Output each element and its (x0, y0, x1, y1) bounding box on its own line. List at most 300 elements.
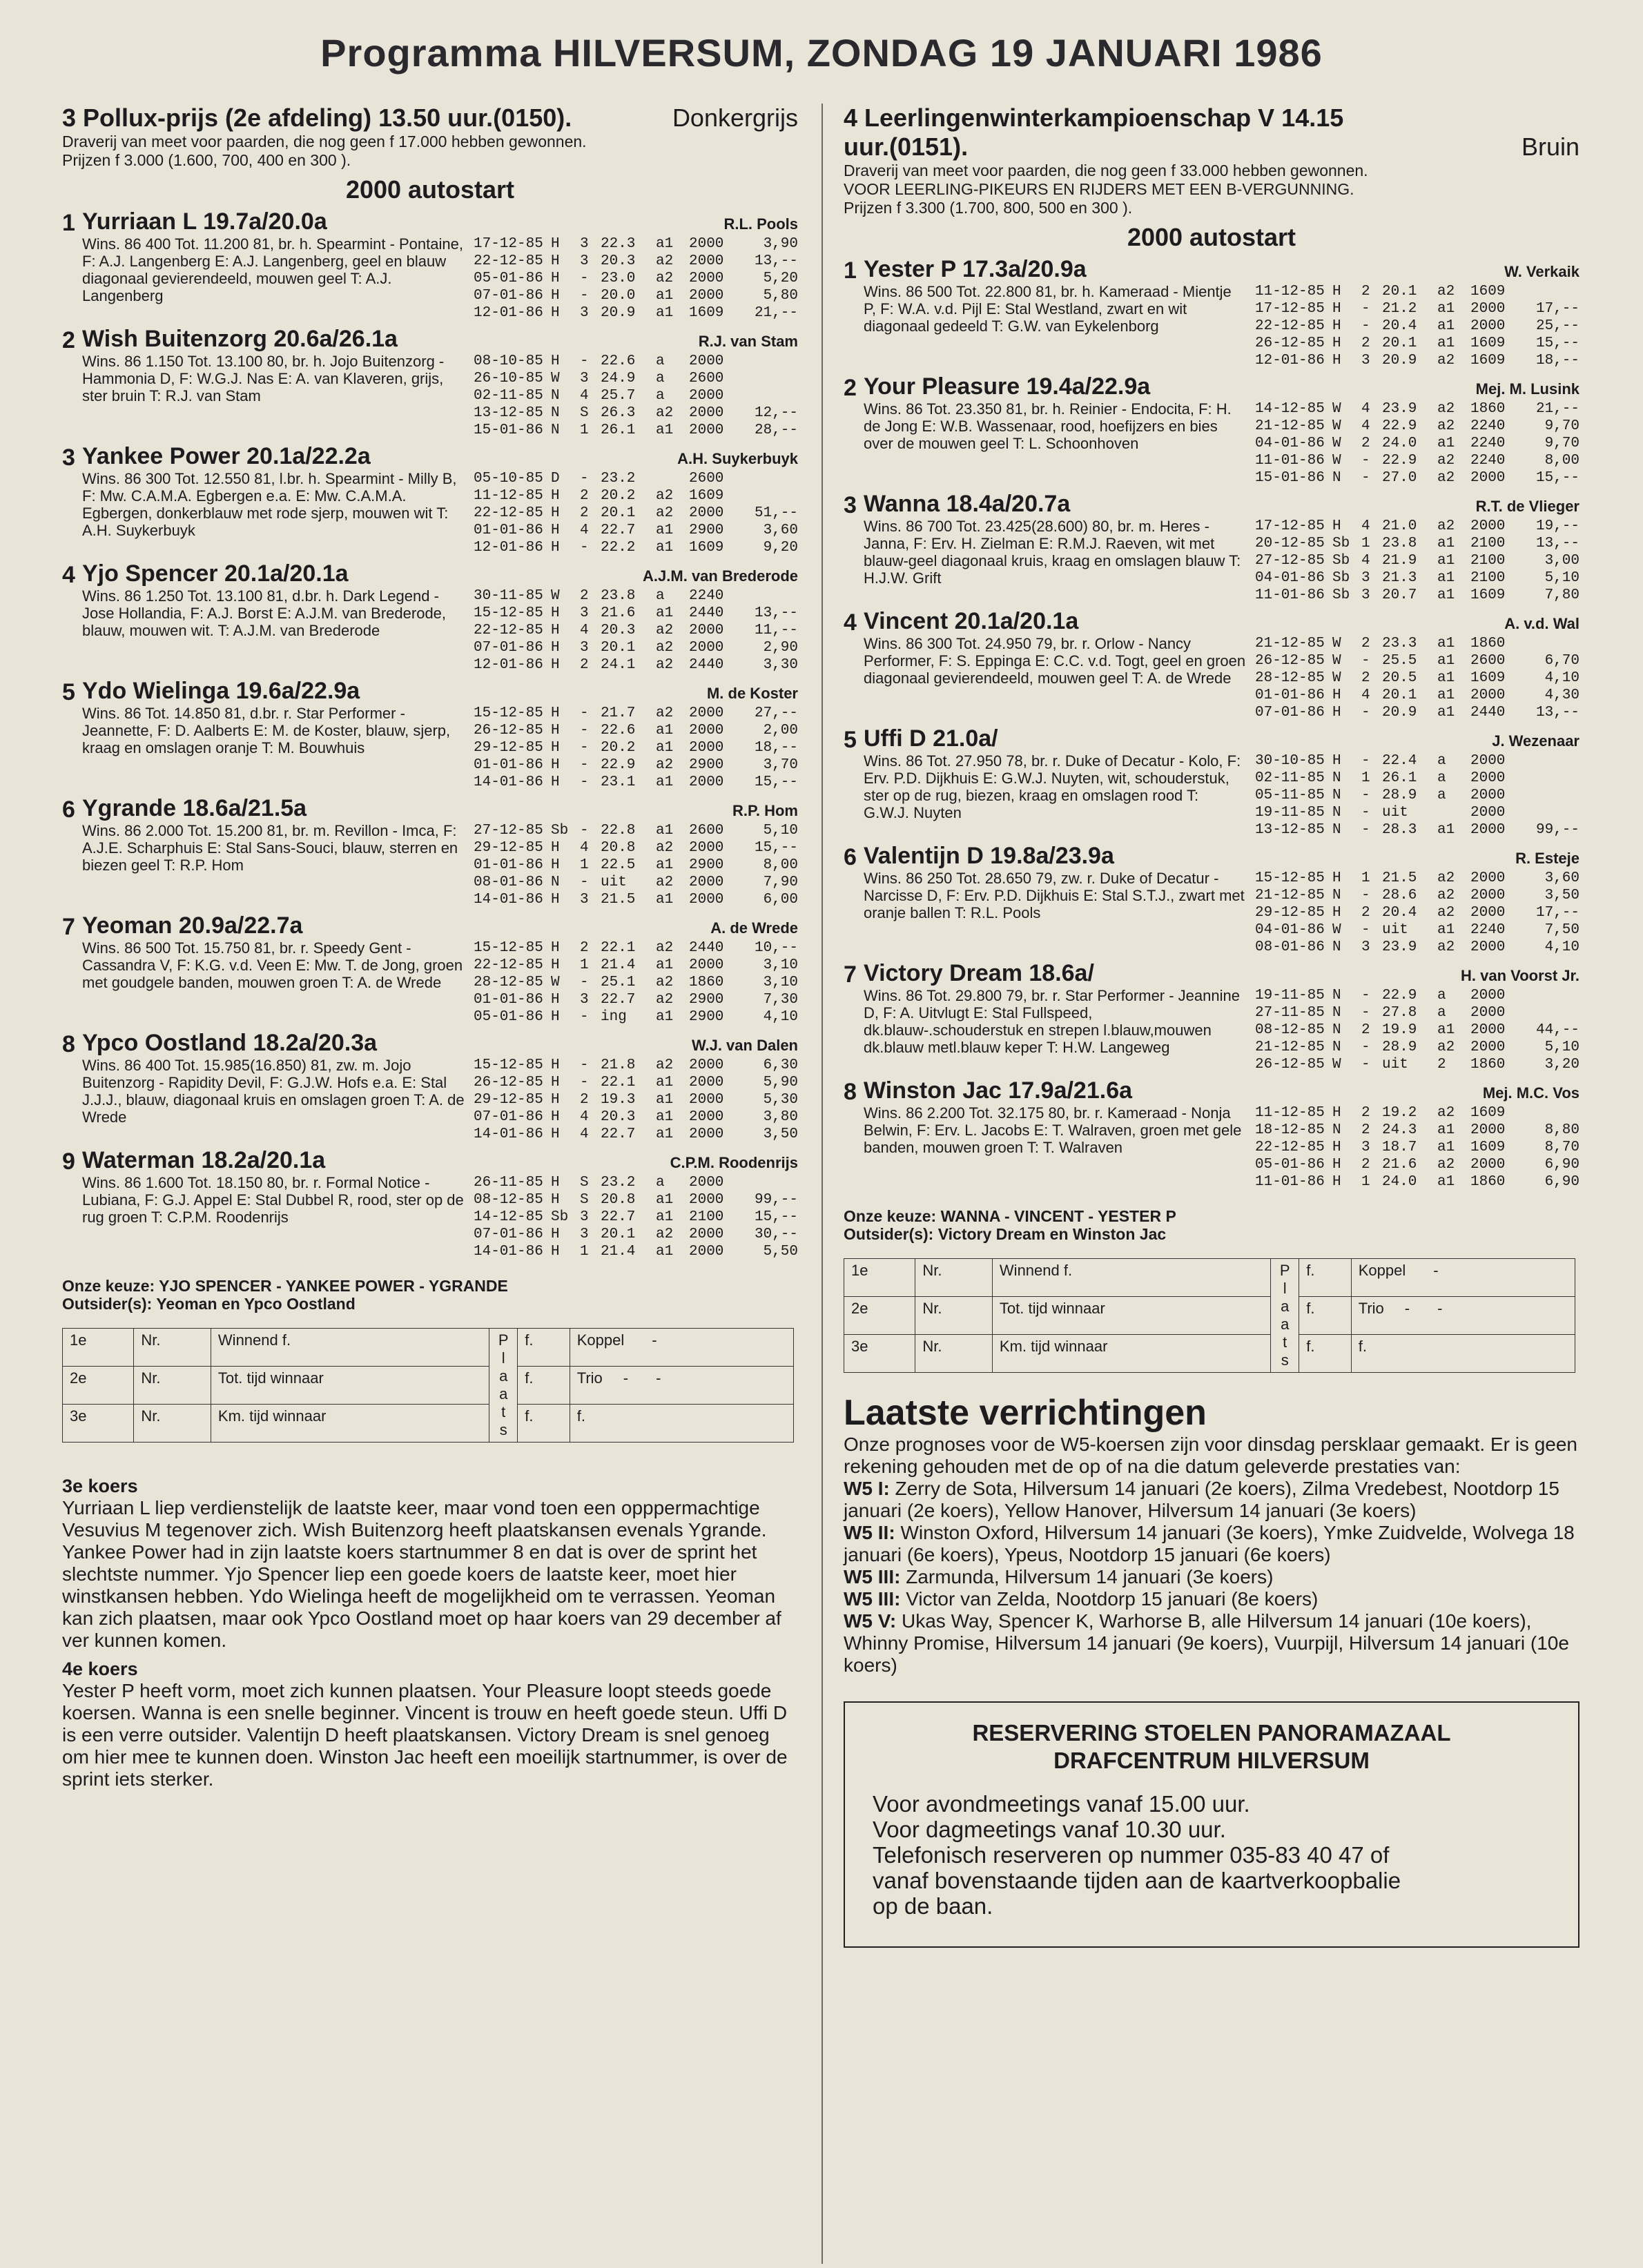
result-row (1255, 452, 1579, 469)
result-place: 2 (1361, 1157, 1370, 1173)
result-odds: 7,30 (763, 992, 798, 1008)
result-track: N (1332, 888, 1341, 903)
horse-results (1255, 283, 1579, 369)
laatste-item (844, 1566, 1579, 1588)
result-date: 28-12-85 (474, 975, 543, 990)
horse-details (864, 870, 1579, 956)
result-row (1255, 317, 1579, 335)
horse-header (82, 795, 798, 822)
result-start: a (656, 588, 665, 604)
result-start: a (656, 1175, 665, 1191)
result-track: H (1332, 1157, 1341, 1173)
result-track: W (1332, 418, 1341, 434)
result-time: 21.6 (601, 605, 636, 621)
result-track: N (551, 874, 560, 890)
result-distance: 2240 (1470, 436, 1506, 451)
result-row (474, 705, 798, 722)
horse-results (1255, 1104, 1579, 1191)
result-track: H (551, 605, 560, 621)
result-date: 17-12-85 (1255, 301, 1325, 317)
result-distance: 2000 (689, 623, 724, 638)
result-odds: 3,60 (763, 522, 798, 538)
horse-name: Yurriaan L 19.7a/20.0a (82, 208, 327, 235)
result-time: 20.0 (601, 288, 636, 304)
laatste-item-text: Zerry de Sota, Hilversum 14 januari (2e koers), Zilma Vredebest, Nootdorp 15 januari (2e koers), Yellow Hanover, Hilversum 14 januari (3e koers) (844, 1478, 1559, 1521)
result-date: 15-01-86 (1255, 470, 1325, 486)
result-row (474, 991, 798, 1008)
result-date: 13-12-85 (1255, 822, 1325, 838)
result-odds: 30,-- (754, 1226, 798, 1242)
result-track: W (551, 588, 560, 604)
result-row (474, 1008, 798, 1026)
result-time: 20.1 (1382, 284, 1417, 300)
horse-name: Waterman 18.2a/20.1a (82, 1147, 326, 1173)
race-4-title-2: uur.(0151). (844, 133, 969, 161)
race-3-condition-line: Draverij van meet voor paarden, die nog geen f 17.000 hebben gewonnen. (62, 133, 587, 150)
result-odds: 10,-- (754, 940, 798, 956)
result-date: 02-11-85 (474, 388, 543, 404)
result-start: a2 (656, 705, 674, 721)
result-time: 22.7 (601, 992, 636, 1008)
result-distance: 2000 (689, 388, 724, 404)
horse-name: Ypco Oostland 18.2a/20.3a (82, 1030, 378, 1056)
result-date: 26-12-85 (474, 1075, 543, 1091)
race-3-distance: 2000 autostart (345, 175, 515, 204)
result-distance: 1860 (1470, 1057, 1506, 1073)
result-time: 22.7 (601, 1126, 636, 1142)
result-date: 08-12-85 (474, 1192, 543, 1208)
result-odds: 3,10 (763, 975, 798, 990)
result-date: 21-12-85 (1255, 1039, 1325, 1055)
result-track: H (551, 253, 560, 269)
reservering-box (844, 1701, 1579, 1948)
result-start: a1 (1437, 436, 1455, 451)
horse-name: Yjo Spencer 20.1a/20.1a (82, 560, 349, 587)
horse-description: Wins. 86 Tot. 27.950 78, br. r. Duke of Decatur - Kolo, F: Erv. P.D. Dijkhuis E: G.W.J. Nuyten, wit, schouderstuk, ster op de rug, biezen, kraag en omslagen rood T: G.W.J. Nuyten (864, 752, 1241, 821)
result-start: a2 (656, 840, 674, 856)
result-date: 11-12-85 (1255, 284, 1325, 300)
result-odds: 15,-- (754, 774, 798, 790)
result-place: 4 (580, 388, 589, 404)
horse-number: 1 (62, 210, 75, 236)
horse-details (864, 752, 1579, 839)
result-time: 21.8 (601, 1057, 636, 1073)
result-place: - (580, 471, 589, 487)
result-time: 21.3 (1382, 570, 1417, 586)
horse-details (82, 1174, 798, 1260)
result-distance: 2000 (689, 874, 724, 890)
horse-header (82, 443, 798, 470)
result-row (474, 404, 798, 422)
result-start: a1 (656, 740, 674, 756)
result-row (474, 370, 798, 387)
result-odds: 28,-- (754, 422, 798, 438)
result-track: H (551, 236, 560, 252)
result-odds: 21,-- (1535, 401, 1579, 417)
result-row (474, 505, 798, 522)
result-distance: 2000 (1470, 939, 1506, 955)
result-time: uit (601, 874, 627, 890)
horse-description: Wins. 86 400 Tot. 15.985(16.850) 81, zw. m. Jojo Buitenzorg - Rapidity Devil, F: G.J.W. Hofs e.a. E: Stal J.J.J., blauw, diagonaal kruis en omslagen groen T: A. de Wrede (82, 1057, 465, 1126)
result-place: 2 (1361, 1122, 1370, 1138)
result-track: H (551, 957, 560, 973)
result-distance: 2000 (1470, 318, 1506, 334)
result-place: 3 (580, 253, 589, 269)
result-date: 26-11-85 (474, 1175, 543, 1191)
result-date: 05-11-85 (1255, 788, 1325, 803)
result-time: 19.3 (601, 1092, 636, 1108)
result-distance: 1609 (1470, 1105, 1506, 1121)
result-place: 3 (580, 605, 589, 621)
result-row (474, 1126, 798, 1143)
result-odds (1524, 804, 1579, 821)
horse-results (1255, 752, 1579, 839)
result-track: N (1332, 805, 1341, 821)
result-track: H (1332, 753, 1341, 769)
result-date: 05-01-86 (474, 271, 543, 286)
betting-row (63, 1329, 794, 1367)
result-track: D (551, 471, 560, 487)
result-time: 21.5 (1382, 870, 1417, 886)
result-place: 3 (580, 305, 589, 321)
horse-number: 8 (844, 1079, 857, 1105)
result-row (474, 822, 798, 839)
result-row (474, 253, 798, 270)
race-4-condition-line: Draverij van meet voor paarden, die nog geen f 33.000 hebben gewonnen. (844, 162, 1368, 179)
result-odds (1524, 1104, 1579, 1122)
horse-description: Wins. 86 Tot. 23.350 81, br. h. Reinier - Endocita, F: H. de Jong E: W.B. Wassenaar, rood, hoefijzers en bies over de mouwen geel T: L. Schoonhoven (864, 400, 1232, 452)
horse-number: 7 (844, 961, 857, 988)
result-place: 3 (1361, 353, 1370, 369)
horse-name: Ydo Wielinga 19.6a/22.9a (82, 678, 360, 704)
horse-header (82, 326, 798, 353)
result-track: H (1332, 353, 1341, 369)
koppel-label: Koppel (576, 1331, 625, 1349)
horse-results (474, 1057, 798, 1143)
result-row (474, 539, 798, 556)
result-date: 05-01-86 (1255, 1157, 1325, 1173)
result-start: a2 (656, 271, 674, 286)
result-row (474, 605, 798, 622)
result-track: H (551, 857, 560, 873)
result-odds (743, 487, 798, 505)
trio-label: Trio (576, 1369, 603, 1387)
result-time: 21.4 (601, 1244, 636, 1260)
column-divider (822, 104, 823, 2264)
result-time: 23.9 (1382, 939, 1417, 955)
horse-name: Yeoman 20.9a/22.7a (82, 912, 303, 939)
result-place: - (1361, 822, 1370, 838)
result-row (474, 235, 798, 253)
result-time: 22.7 (601, 522, 636, 538)
betting-nr: Nr. (134, 1367, 211, 1405)
result-row (474, 1074, 798, 1091)
result-start: a (1437, 1005, 1446, 1021)
result-odds: 15,-- (1535, 335, 1579, 351)
result-start: a (656, 371, 665, 387)
result-date: 12-01-86 (474, 657, 543, 673)
horse-results (474, 705, 798, 791)
dash: - (652, 1331, 657, 1349)
result-track: H (551, 1057, 560, 1073)
result-start: a2 (656, 488, 674, 504)
result-track: H (551, 1244, 560, 1260)
horse-header (82, 1030, 798, 1057)
result-odds: 19,-- (1535, 518, 1579, 534)
result-track: H (1332, 870, 1341, 886)
race-3-color: Donkergrijs (672, 104, 798, 132)
result-odds: 6,90 (1544, 1157, 1579, 1173)
result-place: 4 (1361, 687, 1370, 703)
result-place: - (580, 740, 589, 756)
result-odds: 2,90 (763, 640, 798, 656)
result-place: 3 (580, 640, 589, 656)
result-start: a (1437, 788, 1446, 803)
result-distance: 2000 (689, 1244, 724, 1260)
result-distance: 2000 (1470, 1039, 1506, 1055)
result-odds: 17,-- (1535, 301, 1579, 317)
result-place: 2 (580, 505, 589, 521)
result-distance: 2600 (689, 823, 724, 839)
horse-number: 5 (844, 727, 857, 753)
result-place: - (1361, 453, 1370, 469)
result-start: a2 (656, 623, 674, 638)
result-place: - (1361, 301, 1370, 317)
result-odds: 27,-- (754, 705, 798, 721)
race-3-comment-heading: 3e koers (62, 1476, 138, 1496)
result-date: 05-10-85 (474, 471, 543, 487)
result-track: H (551, 271, 560, 286)
result-odds: 51,-- (754, 505, 798, 521)
result-date: 07-01-86 (474, 288, 543, 304)
result-odds: 15,-- (1535, 470, 1579, 486)
result-place: 1 (580, 857, 589, 873)
result-odds: 99,-- (754, 1192, 798, 1208)
result-start: a1 (656, 774, 674, 790)
trio-f: f. (1358, 1338, 1367, 1355)
result-date: 26-10-85 (474, 371, 543, 387)
betting-f: f. (1299, 1297, 1352, 1335)
result-time: 28.9 (1382, 1039, 1417, 1055)
result-date: 01-01-86 (474, 522, 543, 538)
horse-details (82, 822, 798, 908)
result-time: 24.9 (601, 371, 636, 387)
result-odds: 3,80 (763, 1109, 798, 1125)
result-track: W (1332, 453, 1341, 469)
result-time: 26.1 (1382, 770, 1417, 786)
result-start: a1 (656, 522, 674, 538)
result-odds: 21,-- (754, 305, 798, 321)
result-distance: 1860 (689, 975, 724, 990)
result-time: 21.6 (1382, 1157, 1417, 1173)
race-3-condition-line: Prijzen f 3.000 (1.600, 700, 400 en 300 ). (62, 151, 351, 169)
race-3-outsiders: Outsider(s): Yeoman en Ypco Oostland (62, 1295, 356, 1313)
horse-body (82, 443, 798, 556)
result-place: 3 (580, 1226, 589, 1242)
result-track: H (1332, 705, 1341, 721)
result-row (1255, 1173, 1579, 1191)
result-row (474, 1226, 798, 1243)
reservering-line: Voor dagmeetings vanaf 10.30 uur. (873, 1817, 1226, 1842)
horse-results (1255, 987, 1579, 1073)
result-date: 08-01-86 (474, 874, 543, 890)
result-distance: 2000 (1470, 753, 1506, 769)
result-place: - (1361, 318, 1370, 334)
result-row (1255, 939, 1579, 956)
horse-description: Wins. 86 2.200 Tot. 32.175 80, br. r. Kameraad - Nonja Belwin, F: Erv. L. Jacobs E: T. Walraven, groen met gele banden, mouwen groen T: T. Walraven (864, 1104, 1242, 1156)
result-row (1255, 418, 1579, 435)
result-track: Sb (551, 1209, 569, 1225)
result-date: 17-12-85 (1255, 518, 1325, 534)
betting-f: f. (1299, 1259, 1352, 1297)
result-distance: 2440 (689, 605, 724, 621)
page-title: Programma HILVERSUM, ZONDAG 19 JANUARI 1986 (320, 31, 1323, 75)
result-track: H (551, 1175, 560, 1191)
result-track: N (551, 388, 560, 404)
result-row (474, 287, 798, 304)
horse-results (474, 470, 798, 556)
trio-label: Trio (1358, 1300, 1384, 1317)
result-distance: 2000 (1470, 301, 1506, 317)
result-track: H (551, 1126, 560, 1142)
result-odds: 8,00 (1544, 453, 1579, 469)
horse-name: Wanna 18.4a/20.7a (864, 491, 1071, 517)
result-start: a2 (1437, 418, 1455, 434)
trio-f: f. (576, 1407, 585, 1425)
result-track: H (1332, 284, 1341, 300)
result-distance: 2000 (689, 1075, 724, 1091)
result-track: H (551, 288, 560, 304)
result-row (1255, 400, 1579, 418)
horse-entry (62, 1147, 798, 1260)
result-row (474, 470, 798, 487)
result-odds (743, 1174, 798, 1191)
result-distance: 2000 (689, 353, 724, 369)
result-start: a (1437, 988, 1446, 1004)
result-date: 26-12-85 (474, 723, 543, 739)
result-distance: 2240 (1470, 922, 1506, 938)
result-start: a1 (1437, 705, 1455, 721)
result-track: N (1332, 822, 1341, 838)
result-start (1437, 804, 1470, 821)
result-date: 29-12-85 (474, 740, 543, 756)
horse-results (474, 587, 798, 674)
result-place: 3 (1361, 570, 1370, 586)
result-start: a2 (656, 657, 674, 673)
result-track: H (551, 1226, 560, 1242)
betting-row (844, 1335, 1575, 1373)
race-comments (62, 1476, 798, 1790)
result-row (1255, 921, 1579, 939)
result-start: a (1437, 770, 1446, 786)
result-start: a1 (656, 288, 674, 304)
result-date: 11-12-85 (1255, 1105, 1325, 1121)
result-place: 3 (580, 371, 589, 387)
result-odds: 9,20 (763, 540, 798, 556)
result-time: 20.5 (1382, 670, 1417, 686)
result-row (474, 487, 798, 505)
result-odds: 3,20 (1544, 1057, 1579, 1073)
horse-description: Wins. 86 400 Tot. 11.200 81, br. h. Spearmint - Pontaine, F: A.J. Langenberg E: A.J. Langenberg, geel en blauw diagonaal gevierendeeld, mouwen geel T: A.J. Langenberg (82, 235, 463, 304)
result-distance: 1609 (1470, 1140, 1506, 1155)
result-track: H (1332, 905, 1341, 921)
result-odds: 13,-- (754, 605, 798, 621)
race-3-conditions (62, 133, 798, 170)
result-track: H (1332, 1174, 1341, 1190)
result-start: a1 (1437, 1174, 1455, 1190)
result-start: a1 (656, 957, 674, 973)
horse-body (864, 256, 1579, 369)
race-3-keuze: Onze keuze: YJO SPENCER - YANKEE POWER - YGRANDE (62, 1277, 508, 1295)
betting-nr: Nr. (915, 1297, 993, 1335)
result-start: a2 (1437, 870, 1455, 886)
reservering-line: Voor avondmeetings vanaf 15.00 uur. (873, 1791, 1250, 1817)
horse-body (864, 960, 1579, 1073)
horse-trainer: A. v.d. Wal (1504, 615, 1579, 632)
result-time: 21.0 (1382, 518, 1417, 534)
result-distance: 2000 (689, 1175, 724, 1191)
result-row (1255, 469, 1579, 487)
result-row (474, 270, 798, 287)
result-distance: 2000 (1470, 687, 1506, 703)
betting-nr: Nr. (915, 1335, 993, 1373)
result-row (474, 622, 798, 639)
result-date: 26-12-85 (1255, 1057, 1325, 1073)
result-odds: 15,-- (754, 840, 798, 856)
result-distance: 2100 (689, 1209, 724, 1225)
race-4-condition-line: VOOR LEERLING-PIKEURS EN RIJDERS MET EEN B-VERGUNNING. (844, 180, 1354, 198)
result-row (1255, 552, 1579, 569)
horse-name: Your Pleasure 19.4a/22.9a (864, 373, 1151, 400)
horse-entry (844, 256, 1579, 369)
result-start: a (656, 388, 665, 404)
result-distance: 2000 (689, 253, 724, 269)
result-distance: 2900 (689, 1009, 724, 1025)
result-date: 08-10-85 (474, 353, 543, 369)
result-date: 22-12-85 (474, 957, 543, 973)
result-track: H (551, 1075, 560, 1091)
horse-results (474, 822, 798, 908)
result-start: a2 (1437, 1157, 1455, 1173)
result-time: 24.1 (601, 657, 636, 673)
result-place: 4 (1361, 518, 1370, 534)
result-odds: 5,10 (763, 823, 798, 839)
result-track: H (551, 992, 560, 1008)
result-distance: 1609 (1470, 587, 1506, 603)
horse-header (82, 678, 798, 705)
result-place: 2 (580, 1092, 589, 1108)
horse-body (82, 1030, 798, 1143)
result-odds: 13,-- (1535, 705, 1579, 721)
result-distance: 2000 (1470, 470, 1506, 486)
horse-name: Yester P 17.3a/20.9a (864, 256, 1087, 282)
result-track: N (1332, 770, 1341, 786)
result-row (1255, 1104, 1579, 1122)
result-row (474, 1209, 798, 1226)
result-date: 22-12-85 (474, 623, 543, 638)
betting-place: 1e (844, 1259, 915, 1297)
result-start: a1 (656, 236, 674, 252)
betting-label: Km. tijd winnaar (992, 1335, 1270, 1373)
result-place: 1 (580, 957, 589, 973)
horse-description: Wins. 86 700 Tot. 23.425(28.600) 80, br. m. Heres - Janna, F: Erv. H. Zielman E: R.M.J. Raeven, wit met blauw-geel diagonaal kruis, kraag en omslagen blauw T: H.J.W. Grift (864, 518, 1241, 587)
betting-koppel-trio (1351, 1259, 1575, 1297)
result-distance: 2000 (689, 774, 724, 790)
betting-nr: Nr. (915, 1259, 993, 1297)
horse-header (82, 1147, 798, 1174)
result-start: a2 (1437, 284, 1455, 300)
result-place: - (580, 705, 589, 721)
